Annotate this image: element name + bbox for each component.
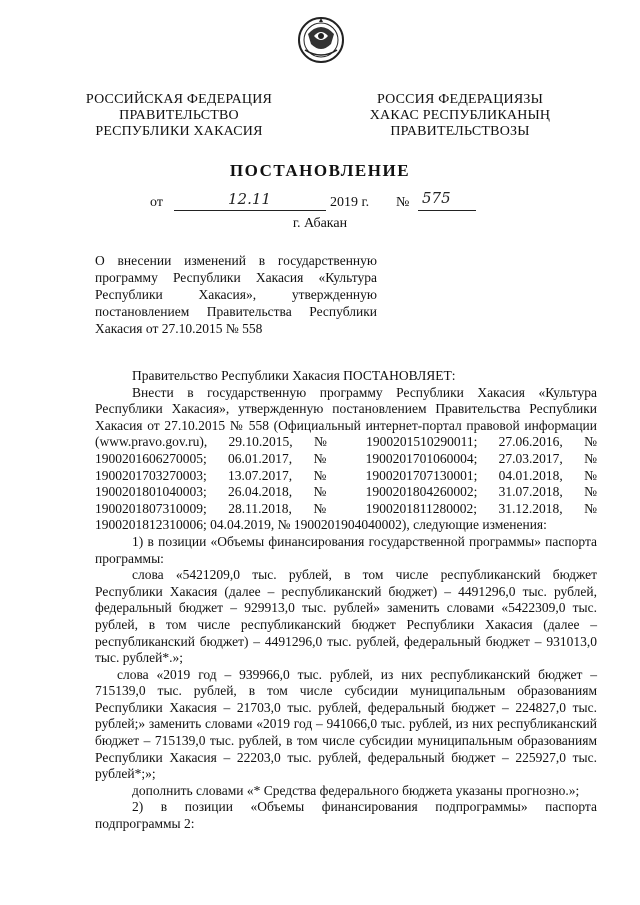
date-year: 2019 г. [330,195,370,210]
date-underline [174,210,326,211]
header-right-block [345,92,575,140]
header-left-block [64,92,294,140]
paragraph-words-1: слова «5421209,0 тыс. рублей, в том числе республиканский бюджет Республики Хакасия (далее – республиканский бюджет) – 4491296,0 тыс. рублей, федеральный бюджет – 929913,0 тыс. рублей» заменить словами «5422309,0 тыс. рублей, в том числе республиканский бюджет Республики Хакасия (далее – республиканский бюджет) – 4491296,0 тыс. рублей, федеральный бюджет – 931013,0 тыс. рублей*.»; [95,567,597,666]
city-line: г. Абакан [292,216,348,231]
paragraph-item-1: 1) в позиции «Объемы финансирования государственной программы» паспорта программы: [95,533,597,566]
header-left-line-1: РОССИЙСКАЯ ФЕДЕРАЦИЯ [85,92,273,107]
header-right-line-3: ПРАВИТЕЛЬСТВОЗЫ [390,124,530,139]
document-body [95,368,597,833]
paragraph-item-2: 2) в позиции «Объемы финансирования подпрограммы» паспорта подпрограммы 2: [95,799,597,832]
coat-of-arms-emblem [296,14,346,64]
subject-block: О внесении изменений в государственную программу Республики Хакасия «Культура Республики Хакасия», утвержденную постановлением Правительства Республики Хакасия от 27.10.2015 № 558 [95,253,377,336]
number-underline [418,210,476,211]
header-left-line-2: ПРАВИТЕЛЬСТВО [119,108,239,123]
number-sign: № [396,195,410,210]
handwritten-date: 12.11 [228,190,271,208]
date-number-line [150,189,490,215]
header-left-line-3: РЕСПУБЛИКИ ХАКАСИЯ [95,124,263,139]
header-right-line-1: РОССИЯ ФЕДЕРАЦИЯЗЫ [376,92,544,107]
date-prefix: от [150,195,163,210]
document-title: ПОСТАНОВЛЕНИЕ [229,161,411,180]
paragraph-addition: дополнить словами «* Средства федерального бюджета указаны прогнозно.»; [132,782,580,798]
paragraph-amend-intro: Внести в государственную программу Республики Хакасия «Культура Республики Хакасия», утвержденную постановлением Правительства Республики Хакасия от 27.10.2015 № 558 (Официальный интернет-портал правовой информации (www.pravo.gov.ru), 29.10.2015, № 1900201510290011; 27.06.2016, № 1900201606270005; 06.01.2017, № 1900201701060004; 27.03.2017, № 1900201703270003; 13.07.2017, № 1900201707130001; 04.01.2018, № 1900201801040003; 26.04.2018, № 1900201804260002; 31.07.2018, № 1900201807310009; 28.11.2018, № 1900201811280002; 31.12.2018, № 1900201812310006; 04.04.2019, № 1900201904040002), следующие изменения: [95,384,597,533]
paragraph-words-2: слова «2019 год – 939966,0 тыс. рублей, из них республиканский бюджет – 715139,0 тыс. рублей, в том числе субсидии муниципальным образованиям Республики Хакасия – 21703,0 тыс. рублей, федеральный бюджет – 224827,0 тыс. рублей;» заменить словами «2019 год – 941066,0 тыс. рублей, из них республиканский бюджет – 715139,0 тыс. рублей, в том числе субсидии муниципальным образованиям Республики Хакасия – 22203,0 тыс. рублей, федеральный бюджет – 225927,0 тыс. рублей*;»; [95,666,597,782]
paragraph-resolves: Правительство Республики Хакасия ПОСТАНОВЛЯЕТ: [132,368,456,383]
header-right-line-2: ХАКАС РЕСПУБЛИКАНЫҢ [369,108,551,123]
handwritten-number: 575 [422,189,451,207]
